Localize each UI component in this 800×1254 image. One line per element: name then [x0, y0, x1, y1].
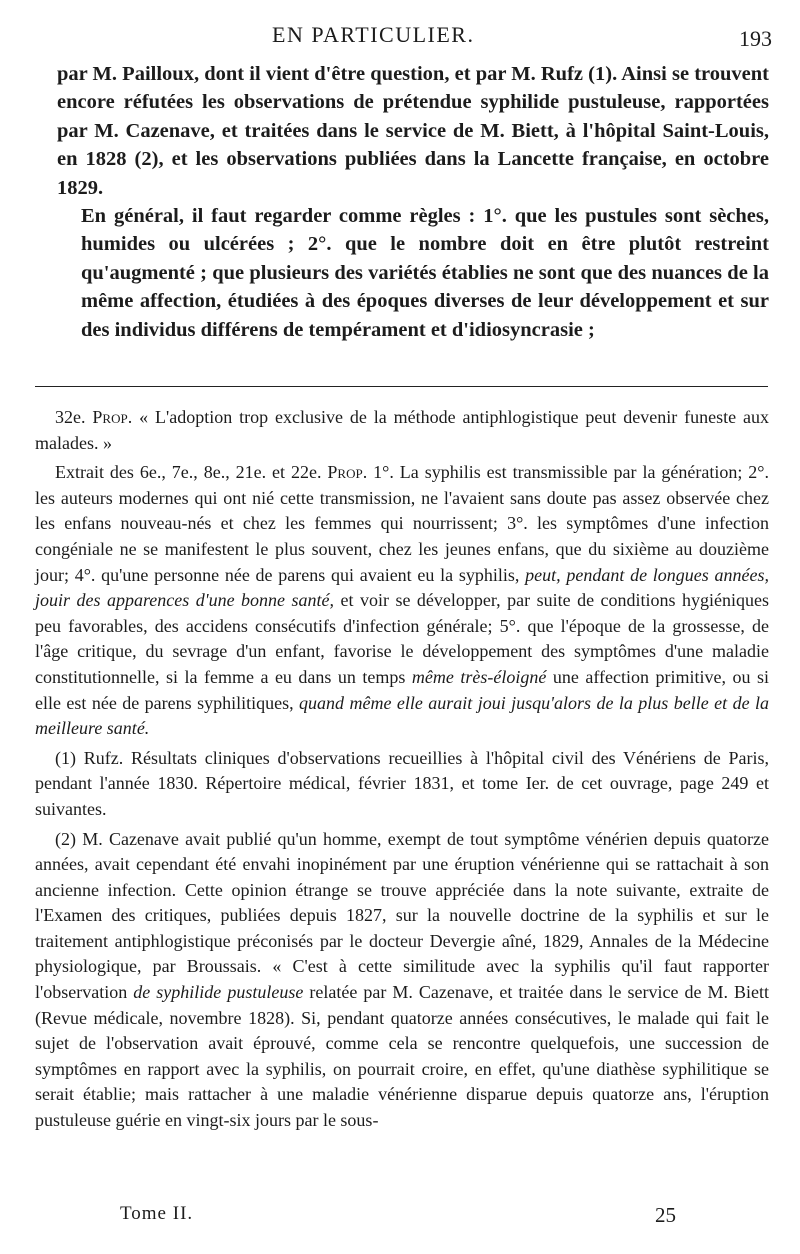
extract-italic: quand même elle aurait joui jusqu'alors de la plus belle et de la meilleure santé.: [35, 692, 769, 739]
footnote-1: (1) Rufz. Résultats cliniques d'observations recueillies à l'hôpital civil des Vénériens de Paris, pendant l'année 1830. Répertoire médical, février 1831, et tome Ier. de cet ouvrage, page 249 et suivantes.: [35, 747, 769, 819]
extract-text: et voir se développer, par suite de conditions hygiéniques peu favorables, des accidens consécutifs d'infection générale; 5°. que l'époque de la grossesse, de l'âge critique, du sevrage d'un enfant, favorise le développement des symptômes d'une maladie constitutionnelle, si la femme a eu dans un temps: [35, 590, 770, 687]
prop-label: Prop.: [92, 407, 133, 427]
page-number: 193: [739, 26, 772, 51]
main-text: [57, 60, 769, 344]
page-header: [0, 22, 800, 54]
prop-number: 32e.: [55, 407, 86, 427]
proposition-32: [35, 405, 769, 456]
running-head: EN PARTICULIER.: [272, 22, 475, 47]
footnote-rule: [35, 386, 768, 387]
extract-text: 1°. La syphilis est transmissible par la génération; 2°. les auteurs modernes qui ont nié cette transmission, ne l'avaient sans doute pas assez observée chez les enfans nouveau-nés et chez les femmes qui nourrissent; 3°. les symptômes d'une infection congéniale ne se manifestent le plus souvent, chez les jeunes enfans, que du sixième au douzième jour; 4°. qu'une personne née de parens qui avaient eu la syphilis,: [35, 462, 769, 585]
footnotes: [35, 405, 769, 1138]
extract-propositions: [35, 460, 769, 742]
footnote-text: (2) M. Cazenave avait publié qu'un homme, exempt de tout symptôme vénérien depuis quatorze années, avait cependant été envahi inopinément par une éruption vénérienne qui se rattachait à son ancienne infection. Cette opinion étrange se trouve appréciée dans la note suivante, extraite de l'Examen des critiques, publiées depuis 1827, sur la nouvelle doctrine de la syphilis et sur le traitement antiphlogistique préconisés par le docteur Devergie aîné, 1829, Annales de la Médecine physiologique, par Broussais. « C'est à cette similitude avec la syphilis qu'il faut rapporter l'observation: [35, 828, 769, 1003]
main-paragraph: par M. Pailloux, dont il vient d'être question, et par M. Rufz (1). Ainsi se trouvent encore réfutées les observations de prétendue syphilide pustuleuse, rapportées par M. Cazenave, et traitées dans le service de M. Biett, à l'hôpital Saint-Louis, en 1828 (2), et les observations publiées dans la Lancette française, en octobre 1829.: [57, 63, 769, 199]
extract-italic: même très-éloigné: [411, 666, 547, 687]
extract-label: Prop.: [327, 462, 368, 483]
page-footer: [0, 1203, 800, 1233]
footnote-text: relatée par M. Cazenave, et traitée dans le service de M. Biett (Revue médicale, novembre 1828). Si, pendant quatorze années consécutives, le malade qui fait le sujet de l'observation avait éprouvé, comme cela se rencontre quelquefois, une succession de symptômes en rapport avec la syphilis, on pourrait croire, en effet, qu'une diathèse syphilitique se serait établie; mais rattacher à une maladie vénérienne disparue depuis quatorze ans, l'éruption pustuleuse guérie en vingt-six jours par le sous-: [35, 982, 770, 1131]
signature-mark: Tome II.: [120, 1203, 194, 1224]
prop-text: « L'adoption trop exclusive de la méthode antiphlogistique peut devenir funeste aux malades. »: [35, 407, 770, 453]
footnote-italic: de syphilide pustuleuse: [133, 982, 304, 1003]
footnote-2: [35, 827, 769, 1134]
signature-number: 25: [655, 1203, 676, 1227]
extract-italic: peut, pendant de longues années, jouir des apparences d'une bonne santé,: [35, 564, 770, 611]
main-paragraph: En général, il faut regarder comme règles : 1°. que les pustules sont sèches, humides ou ulcérées ; 2°. que le nombre doit en être plutôt restreint qu'augmenté ; que plusieurs des variétés établies ne sont que des nuances de la même affection, étudiées à des époques diverses de leur développement et sur des individus différens de tempérament et d'idiosyncrasie ;: [81, 205, 769, 341]
extract-intro: Extrait des 6e., 7e., 8e., 21e. et 22e.: [55, 462, 322, 483]
extract-text: une affection primitive, ou si elle est née de parens syphilitiques,: [35, 666, 769, 713]
